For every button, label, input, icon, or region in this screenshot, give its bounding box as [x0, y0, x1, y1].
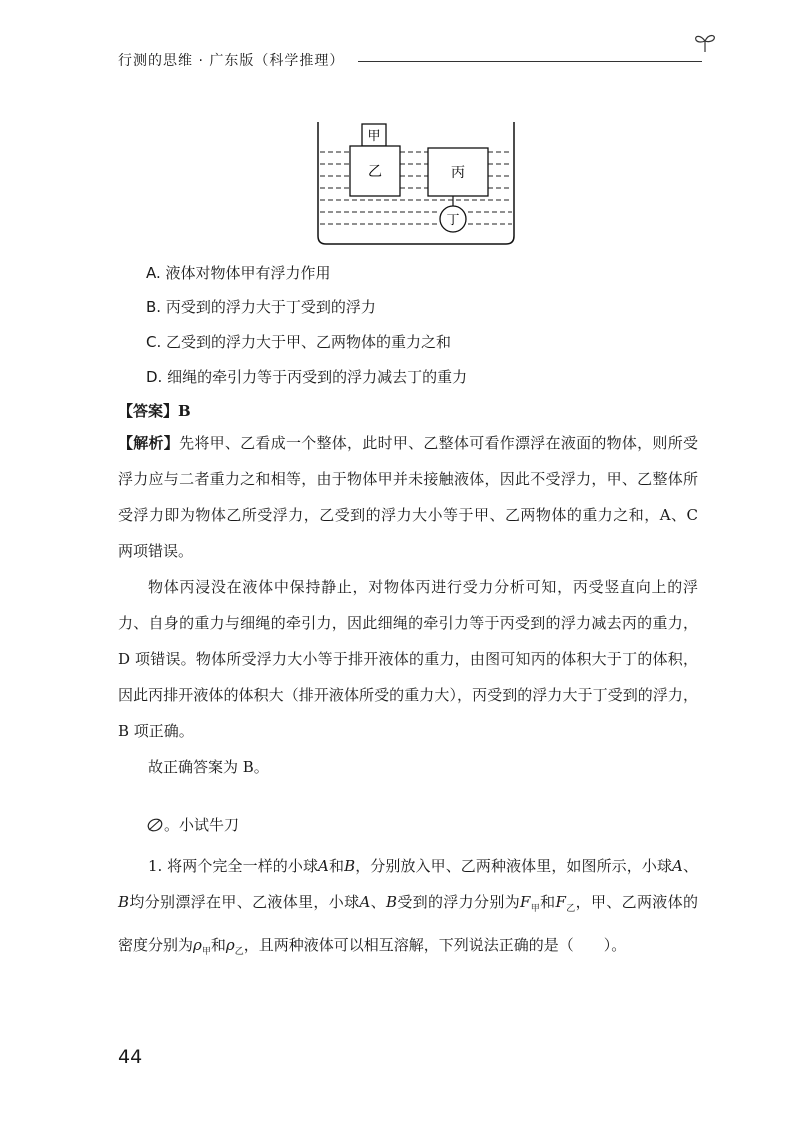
q1-part: 均分别漂浮在甲、乙液体里，小球 — [129, 893, 360, 911]
option-a: A. 液体对物体甲有浮力作用 — [146, 264, 331, 282]
density-symbol: ρ — [225, 936, 235, 954]
buoyancy-diagram — [300, 118, 530, 252]
q1-part: 和 — [540, 893, 556, 911]
option-d: D. 细绳的牵引力等于丙受到的浮力减去丁的重力 — [146, 368, 468, 386]
analysis-block — [118, 425, 698, 785]
option-c: C. 乙受到的浮力大于甲、乙两物体的重力之和 — [146, 333, 452, 351]
answer-tag: 【答案】 — [118, 402, 179, 420]
subscript-yi: 乙 — [565, 904, 576, 914]
ball-a-symbol: A — [672, 857, 683, 875]
option-b: B. 丙受到的浮力大于丁受到的浮力 — [146, 298, 376, 316]
answer-line — [118, 400, 191, 421]
q1-part: 1. 将两个完全一样的小球 — [148, 857, 319, 875]
page-number: 44 — [118, 1046, 143, 1068]
ball-a-symbol: A — [318, 857, 329, 875]
label-ding: 丁 — [446, 213, 460, 228]
subscript-jia: 甲 — [201, 947, 211, 957]
analysis-paragraph-3: 故正确答案为 B。 — [148, 758, 269, 776]
q1-part: 、 — [370, 893, 386, 911]
practice-header — [146, 814, 239, 835]
ball-b-symbol: B — [344, 857, 356, 875]
leaf-icon — [146, 817, 164, 833]
label-jia: 甲 — [367, 129, 381, 144]
q1-part: 受到的浮力分别为 — [397, 893, 521, 911]
force-symbol: F — [555, 893, 566, 911]
analysis-paragraph-2: 物体丙浸没在液体中保持静止，对物体丙进行受力分析可知，丙受竖直向上的浮力、自身的重力与细绳的牵引力，因此细绳的牵引力等于丙受到的浮力减去丙的重力，D 项错误。物体所受浮力大小等于排开液体的重力，由图可知丙的体积大于丁的体积，因此丙排开液体的体积大（排开液体所受的重力大），丙受到的浮力大于丁受到的浮力，B 项正确。 — [118, 578, 698, 740]
practice-title-dot: 。 — [164, 816, 180, 834]
ball-b-symbol: B — [118, 893, 130, 911]
analysis-tag: 【解析】 — [118, 434, 180, 452]
subscript-yi: 乙 — [234, 947, 244, 957]
q1-part: ，甲、乙两液体的密度分别为 — [118, 893, 698, 954]
q1-part: 和 — [328, 857, 345, 875]
analysis-paragraph-1 — [118, 425, 698, 569]
sprout-icon — [692, 30, 718, 56]
ball-b-symbol: B — [385, 893, 397, 911]
question-1 — [118, 848, 698, 970]
density-symbol: ρ — [193, 936, 202, 954]
q1-part: 、 — [682, 857, 698, 875]
q1-part: ，分别放入甲、乙两种液体里，如图所示，小球 — [355, 857, 673, 875]
q1-part: ，且两种液体可以相互溶解，下列说法正确的是（ ）。 — [243, 936, 627, 954]
label-yi: 乙 — [368, 164, 382, 180]
subscript-jia: 甲 — [530, 904, 541, 914]
page-header — [118, 46, 718, 74]
practice-title: 小试牛刀 — [179, 816, 240, 834]
answer-value: B — [178, 402, 191, 420]
question-1-text — [118, 848, 698, 970]
analysis-text-1: 先将甲、乙看成一个整体，此时甲、乙整体可看作漂浮在液面的物体，则所受浮力应与二者重力之和相等，由于物体甲并未接触液体，因此不受浮力，甲、乙整体所受浮力即为物体乙所受浮力，乙受到的浮力大小等于甲、乙两物体的重力之和，A、C 两项错误。 — [118, 434, 698, 560]
label-bing: 丙 — [451, 165, 465, 181]
q1-part: 和 — [210, 936, 226, 954]
header-rule — [358, 61, 702, 62]
header-title: 行测的思维 · 广东版（科学推理） — [118, 53, 345, 69]
force-symbol: F — [520, 893, 531, 911]
ball-a-symbol: A — [359, 893, 371, 911]
